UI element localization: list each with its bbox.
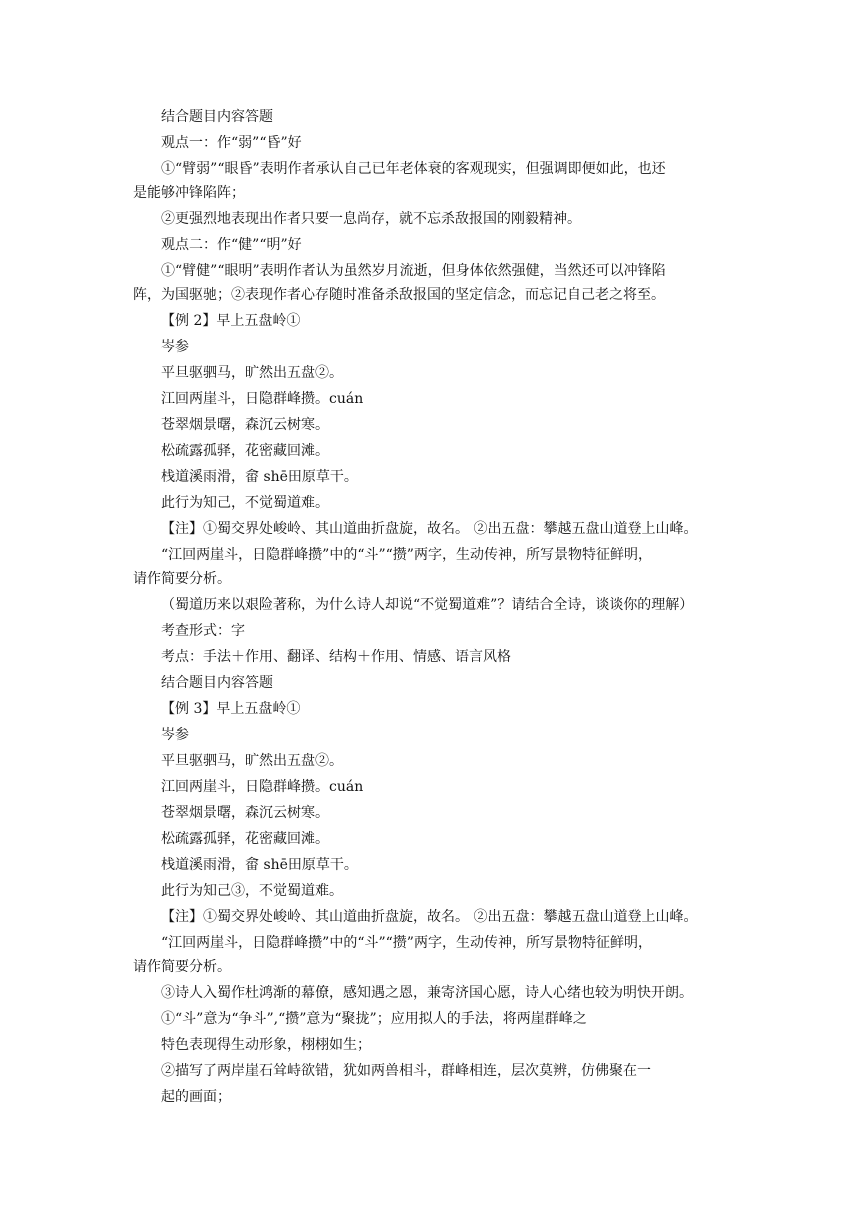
text-line: （蜀道历来以艰险著称，为什么诗人却说“不觉蜀道难”？请结合全诗，谈谈你的理解） (161, 597, 694, 613)
text-line: 观点二：作“健”“明”好 (161, 237, 302, 253)
text-line: 阵，为国驱驰；②表现作者心存随时准备杀敌报国的坚定信念，而忘记自己老之将至。 (133, 287, 665, 303)
text-line: 苍翠烟景曙，森沉云树寒。 (161, 805, 329, 821)
text-line: 此行为知己，不觉蜀道难。 (161, 495, 329, 511)
text-line: ③诗人入蜀作杜鸿渐的幕僚，感知遇之恩，兼寄济国心愿，诗人心绪也较为明快开朗。 (161, 985, 693, 1001)
text-line: 松疏露孤驿，花密藏回滩。 (161, 831, 329, 847)
text-line: 观点一：作“弱”“昏”好 (161, 135, 302, 151)
text-line: 请作简要分析。 (133, 959, 231, 975)
text-line: ①“斗”意为“争斗”,“攒”意为“聚拢”；应用拟人的手法，将两崖群峰之 (161, 1011, 587, 1027)
text-line: 【注】①蜀交界处峻岭、其山道曲折盘旋，故名。 ②出五盘：攀越五盘山道登上山峰。 (161, 909, 698, 925)
text-line: 平旦驱驷马，旷然出五盘②。 (161, 753, 343, 769)
text-line: “江回两崖斗，日隐群峰攒”中的“斗”“攒”两字，生动传神，所写景物特征鲜明， (161, 935, 652, 951)
text-line: 特色表现得生动形象，栩栩如生； (161, 1037, 371, 1053)
text-line: 考查形式：字 (161, 623, 245, 639)
text-line: 考点：手法＋作用、翻译、结构＋作用、情感、语言风格 (161, 649, 511, 665)
text-line: ②更强烈地表现出作者只要一息尚存，就不忘杀敌报国的刚毅精神。 (161, 211, 581, 227)
text-line: 起的画面； (161, 1089, 231, 1105)
text-line: 【注】①蜀交界处峻岭、其山道曲折盘旋，故名。 ②出五盘：攀越五盘山道登上山峰。 (161, 521, 698, 537)
text-line: 【例 3】早上五盘岭① (161, 701, 301, 717)
text-line: “江回两崖斗，日隐群峰攒”中的“斗”“攒”两字，生动传神，所写景物特征鲜明， (161, 547, 652, 563)
text-line: 松疏露孤驿，花密藏回滩。 (161, 443, 329, 459)
text-line: 此行为知己③，不觉蜀道难。 (161, 883, 343, 899)
text-line: 栈道溪雨滑，畲 shē田原草干。 (161, 857, 358, 873)
text-line: ①“臂弱”“眼昏”表明作者承认自己已年老体衰的客观现实，但强调即便如此，也还 (161, 161, 666, 177)
text-line: 苍翠烟景曙，森沉云树寒。 (161, 417, 329, 433)
text-line: 结合题目内容答题 (161, 109, 273, 125)
text-line: 江回两崖斗，日隐群峰攒。cuán (161, 779, 364, 795)
text-line: 平旦驱驷马，旷然出五盘②。 (161, 365, 343, 381)
text-line: 江回两崖斗，日隐群峰攒。cuán (161, 391, 364, 407)
text-line: 结合题目内容答题 (161, 675, 273, 691)
text-line: 请作简要分析。 (133, 571, 231, 587)
text-line: ②描写了两岸崖石耸峙欲错，犹如两兽相斗，群峰相连，层次莫辨，仿佛聚在一 (161, 1063, 651, 1079)
text-line: ①“臂健”“眼明”表明作者认为虽然岁月流逝，但身体依然强健，当然还可以冲锋陷 (161, 263, 666, 279)
text-line: 是能够冲锋陷阵； (133, 185, 245, 201)
text-line: 岑参 (161, 339, 189, 355)
text-line: 【例 2】早上五盘岭① (161, 313, 301, 329)
text-line: 栈道溪雨滑，畲 shē田原草干。 (161, 469, 358, 485)
text-line: 岑参 (161, 727, 189, 743)
